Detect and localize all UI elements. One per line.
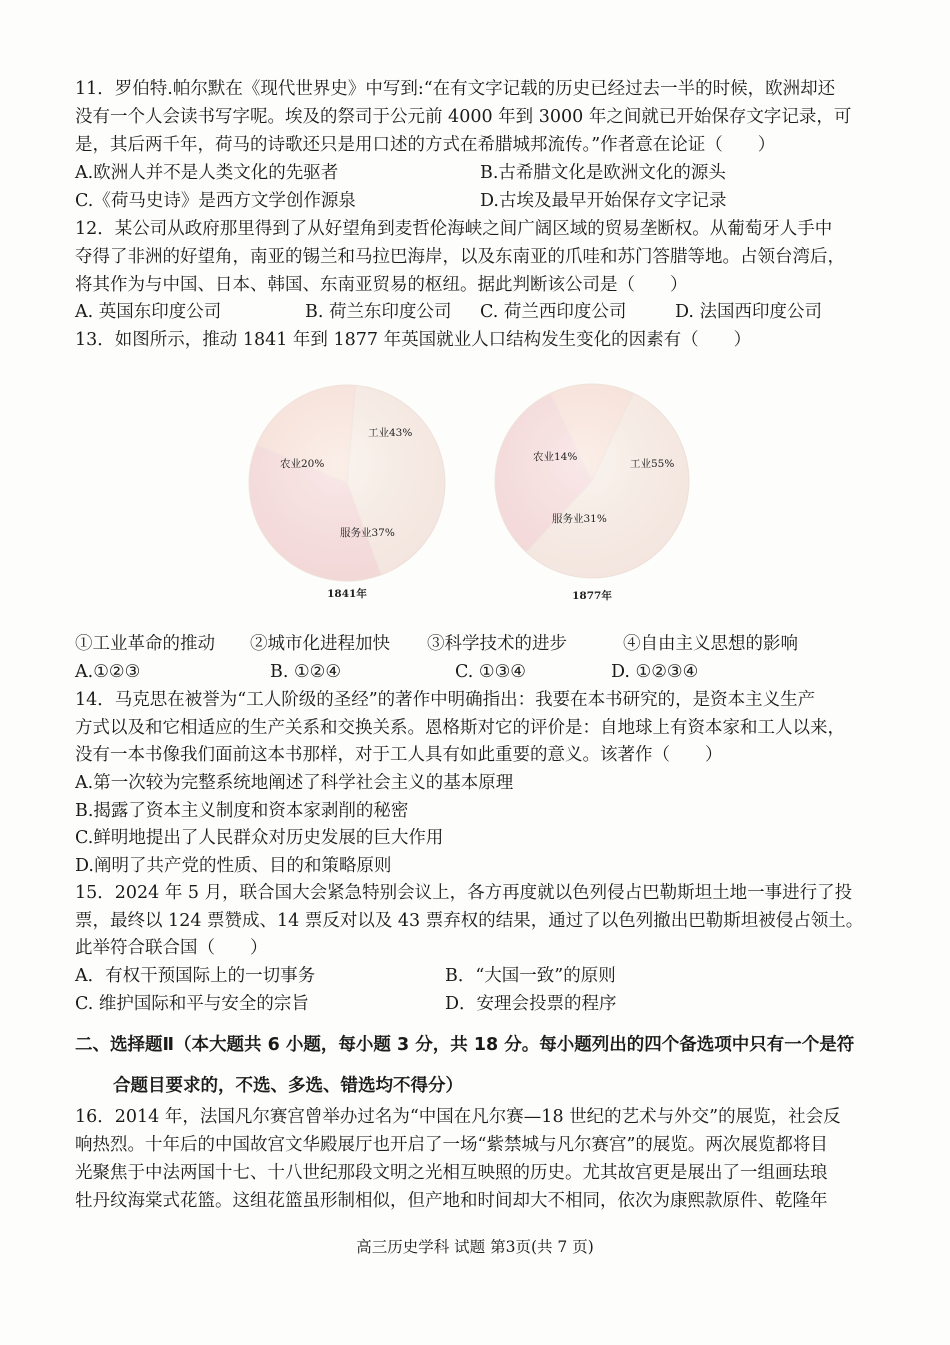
q12-line-2: 夺得了非洲的好望角，南亚的锡兰和马拉巴海岸，以及东南亚的爪哇和苏门答腊等地。占领台湾后，	[75, 247, 845, 267]
q16-line-3: 光聚焦于中法两国十七、十八世纪那段文明之光相互映照的历史。尤其故宫更是展出了一组画珐琅	[75, 1163, 828, 1183]
q14-option-b: B.揭露了资本主义制度和资本家剥削的秘密	[75, 801, 409, 821]
q12-options-row	[75, 298, 883, 326]
q13-factor-1: ①工业革命的推动	[75, 634, 215, 654]
q12-option-d: D. 法国西印度公司	[675, 302, 823, 322]
q13-option-c: C. ①③④	[455, 662, 526, 682]
q12-line-3: 将其作为与中国、日本、韩国、东南亚贸易的枢纽。据此判断该公司是（ ）	[75, 275, 688, 295]
q12-line-1: 12．某公司从政府那里得到了从好望角到麦哲伦海峡之间广阔区域的贸易垄断权。从葡萄牙人手中	[75, 219, 833, 239]
q13-option-b: B. ①②④	[270, 662, 342, 682]
q15-option-d: D．安理会投票的程序	[445, 994, 617, 1014]
q16-line-2: 响热烈。十年后的中国故宫文华殿展厅也开启了一场“紫禁城与凡尔赛宫”的展览。两次展览都将目	[75, 1135, 828, 1155]
q11-option-c: C.《荷马史诗》是西方文学创作源泉	[75, 191, 356, 211]
q14-line-3: 没有一本书像我们面前这本书那样，对于工人具有如此重要的意义。该著作（ ）	[75, 745, 723, 765]
section-2-heading: 二、选择题Ⅱ（本大题共 6 小题，每小题 3 分，共 18 分。每小题列出的四个备选项中只有一个是符	[75, 1035, 855, 1055]
q13-option-d: D. ①②③④	[611, 662, 699, 682]
q14-option-a: A.第一次较为完整系统地阐述了科学社会主义的基本原理	[75, 773, 514, 793]
pie-chart-1877	[495, 384, 689, 578]
page-footer: 高三历史学科 试题 第3页(共 7 页)	[356, 1238, 594, 1256]
q11-line-1: 11．罗伯特.帕尔默在《现代世界史》中写到:“在有文字记载的历史已经过去一半的时候，欧洲却还	[75, 79, 836, 99]
q15-option-c: C. 维护国际和平与安全的宗旨	[75, 994, 309, 1014]
q11-option-d: D.古埃及最早开始保存文字记录	[480, 191, 727, 211]
q11-options-row-2	[75, 187, 883, 215]
q15-options-row-1	[75, 962, 883, 990]
q13-factor-2: ②城市化进程加快	[250, 634, 390, 654]
q15-options-row-2	[75, 990, 883, 1018]
q15-line-3: 此举符合联合国（ ）	[75, 938, 268, 958]
q15-option-b: B．“大国一致”的原则	[445, 966, 616, 986]
q16-line-1: 16．2014 年，法国凡尔赛宫曾举办过名为“中国在凡尔赛—18 世纪的艺术与外交”的展览，社会反	[75, 1107, 841, 1127]
pie-gloss	[249, 385, 445, 581]
q15-option-a: A．有权干预国际上的一切事务	[75, 966, 316, 986]
q13-options-row	[75, 658, 883, 686]
q16-line-4: 牡丹纹海棠式花篮。这组花篮虽形制相似，但产地和时间却大不相同，依次为康熙款原件、乾隆年	[75, 1191, 828, 1211]
pie-slice-label: 农业14%	[533, 451, 578, 463]
q11-option-a: A.欧洲人并不是人类文化的先驱者	[75, 163, 339, 183]
q12-option-b: B. 荷兰东印度公司	[305, 302, 452, 322]
pie-slice-label: 服务业37%	[340, 527, 395, 539]
pie-chart-1841	[249, 385, 445, 581]
q14-line-1: 14．马克思在被誉为“工人阶级的圣经”的著作中明确指出：我要在本书研究的，是资本主义生产	[75, 690, 816, 710]
q13-line-1: 13．如图所示，推动 1841 年到 1877 年英国就业人口结构发生变化的因素有（ ）	[75, 330, 752, 350]
section-2-heading-cont: 合题目要求的，不选、多选、错选均不得分）	[113, 1076, 463, 1096]
q11-option-b: B.古希腊文化是欧洲文化的源头	[480, 163, 726, 183]
q14-option-c: C.鲜明地提出了人民群众对历史发展的巨大作用	[75, 828, 444, 848]
pie-slice-label: 工业55%	[630, 458, 675, 470]
q13-factor-3: ③科学技术的进步	[427, 634, 567, 654]
q11-line-2: 没有一个人会读书写字呢。埃及的祭司于公元前 4000 年到 3000 年之间就已开始保存文字记录，可	[75, 107, 852, 127]
year-label-1841: 1841年	[327, 588, 367, 600]
q13-factor-4: ④自由主义思想的影响	[623, 634, 798, 654]
year-label-1877: 1877年	[572, 590, 612, 602]
q13-option-a: A.①②③	[75, 662, 141, 682]
q12-option-c: C. 荷兰西印度公司	[480, 302, 627, 322]
q14-line-2: 方式以及和它相适应的生产关系和交换关系。恩格斯对它的评价是：自地球上有资本家和工人以来，	[75, 718, 845, 738]
pie-slice-label: 农业20%	[280, 458, 325, 470]
q11-line-3: 是，其后两千年，荷马的诗歌还只是用口述的方式在希腊城邦流传。”作者意在论证（ ）	[75, 135, 776, 155]
q15-line-2: 票，最终以 124 票赞成、14 票反对以及 43 票弃权的结果，通过了以色列撤出巴勒斯坦被侵占领土。	[75, 911, 864, 931]
q15-line-1: 15．2024 年 5 月，联合国大会紧急特别会议上，各方再度就以色列侵占巴勒斯坦土地一事进行了投	[75, 883, 853, 903]
q12-option-a: A. 英国东印度公司	[75, 302, 222, 322]
q13-factors-row	[75, 630, 883, 658]
pie-slice-label: 工业43%	[368, 427, 413, 439]
pie-slice-label: 服务业31%	[552, 513, 607, 525]
employment-pie-charts	[240, 370, 700, 620]
q14-option-d: D.阐明了共产党的性质、目的和策略原则	[75, 856, 392, 876]
pie-gloss	[495, 384, 689, 578]
q11-options-row-1	[75, 159, 883, 187]
